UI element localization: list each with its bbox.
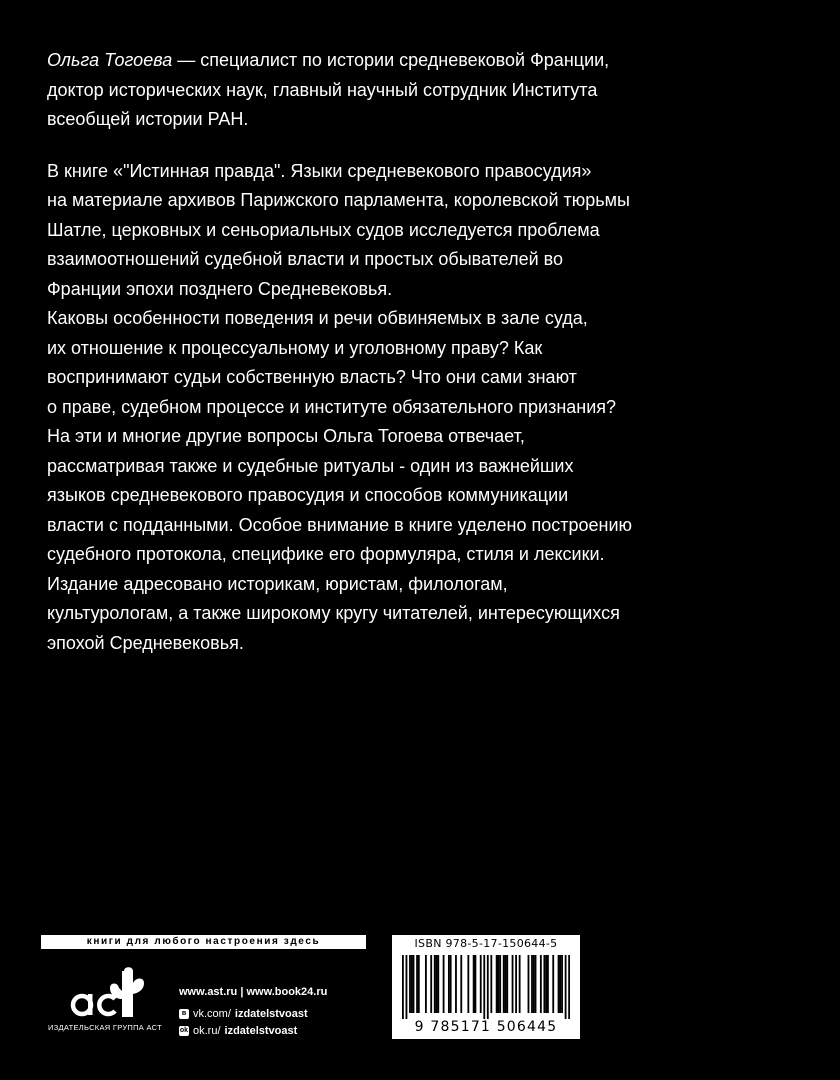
barcode-bar	[448, 955, 450, 1013]
bio-line: доктор исторических наук, главный научный сотрудник Института	[47, 79, 598, 100]
description-line: о праве, судебном процессе и институте обязательного признания?	[47, 396, 617, 417]
description-line: рассматривая также и судебные ритуалы - один из важнейших	[47, 455, 574, 476]
barcode-bar	[467, 955, 469, 1013]
barcode-bar	[460, 955, 462, 1013]
description-line: на материале архивов Парижского парламента, королевской тюрьмы	[47, 190, 630, 210]
ok-handle: izdatelstvoast	[224, 1025, 298, 1037]
barcode-bar	[559, 955, 561, 1013]
barcode-bar	[413, 955, 415, 1013]
barcode-bar	[406, 955, 408, 1019]
publisher-name: ИЗДАТЕЛЬСКАЯ ГРУППА АСТ	[48, 1023, 162, 1032]
ean-digits: 9 785171 506445	[414, 1019, 558, 1035]
barcode-bar	[565, 955, 567, 1019]
author-bio	[47, 46, 647, 135]
description-line: Франции эпохи позднего Средневековья.	[47, 278, 393, 299]
barcode-bar	[497, 955, 499, 1013]
barcode-bar	[480, 955, 482, 1013]
barcode-bar	[512, 955, 514, 1013]
barcode-bar	[473, 955, 475, 1013]
vk-link[interactable]	[179, 1007, 327, 1021]
ast-logo-icon	[38, 963, 168, 1027]
book-description	[47, 157, 647, 659]
description-line: взаимоотношений судебной власти и простых обывателей во	[47, 249, 564, 269]
barcode-bar	[561, 955, 563, 1013]
barcode-bar	[425, 955, 427, 1013]
barcode-bar	[506, 955, 508, 1013]
barcode-bar	[443, 955, 445, 1013]
barcode-bar	[450, 955, 452, 1013]
barcode-bar	[487, 955, 489, 1019]
barcode-bar	[490, 955, 492, 1013]
bio-line-text: — специалист по истории средневековой Франции,	[172, 50, 610, 70]
back-cover-annotation	[47, 46, 647, 658]
barcode-bar	[540, 955, 542, 1013]
barcode-bar	[547, 955, 549, 1013]
barcode-bar	[437, 955, 439, 1013]
bio-line	[47, 46, 647, 76]
vk-icon: в	[179, 1009, 189, 1019]
websites-link[interactable]: www.ast.ru | www.book24.ru	[179, 986, 328, 998]
description-line: В книге «"Истинная правда". Языки средневекового правосудия»	[47, 160, 592, 181]
barcode-bar	[558, 955, 560, 1013]
barcode-bar	[552, 955, 554, 1013]
description-line: их отношение к процессуальному и уголовному праву? Как	[47, 337, 543, 358]
barcode-bar	[545, 955, 547, 1013]
description-line: судебного протокола, специфике его формуляра, стиля и лексики.	[47, 544, 605, 564]
barcode-bar	[434, 955, 436, 1013]
ok-prefix: ok.ru/	[193, 1025, 221, 1037]
barcode-bar	[402, 955, 404, 1019]
ok-icon: ok	[179, 1027, 189, 1034]
description-line: языков средневекового правосудия и способов коммуникации	[47, 485, 569, 505]
publisher-links	[179, 985, 327, 1041]
barcode-bar	[483, 955, 485, 1019]
barcode-bar	[515, 955, 517, 1013]
ok-link[interactable]	[179, 1024, 327, 1038]
description-line: На эти и многие другие вопросы Ольга Тогоева отвечает,	[47, 426, 525, 446]
description-line: Каковы особенности поведения и речи обвиняемых в зале суда,	[47, 308, 588, 328]
barcode-bar	[496, 955, 498, 1013]
description-line: культурологам, а также широкому кругу читателей, интересующихся	[47, 603, 620, 623]
description-line: эпохой Средневековья.	[47, 632, 244, 653]
barcode-bar	[499, 955, 501, 1013]
barcode-bar	[409, 955, 411, 1013]
barcode-bar	[411, 955, 413, 1013]
barcode-bars	[402, 955, 570, 1019]
barcode-bar	[533, 955, 535, 1013]
barcode-bar	[475, 955, 477, 1013]
barcode-bar	[535, 955, 537, 1013]
barcode-bar	[568, 955, 570, 1019]
barcode-bar	[528, 955, 530, 1013]
author-name: Ольга Тогоева	[47, 50, 173, 70]
barcode-bar	[436, 955, 438, 1013]
barcode-bar	[531, 955, 533, 1013]
barcode-bar	[418, 955, 420, 1013]
barcode-bar	[543, 955, 545, 1013]
isbn-number: ISBN 978-5-17-150644-5	[414, 937, 558, 950]
barcode-bar	[416, 955, 418, 1013]
description-line: Издание адресовано историкам, юристам, филологам,	[47, 573, 508, 594]
tagline-banner: книги для любого настроения здесь	[41, 935, 366, 949]
description-line: воспринимают судьи собственную власть? Что они сами знают	[47, 367, 577, 387]
barcode-bar	[430, 955, 432, 1013]
barcode-bar	[519, 955, 521, 1013]
barcode-bar	[505, 955, 507, 1013]
vk-handle: izdatelstvoast	[234, 1008, 308, 1020]
barcode-bar	[503, 955, 505, 1013]
vk-prefix: vk.com/	[193, 1008, 231, 1020]
description-line: власти с подданными. Особое внимание в книге уделено построению	[47, 514, 633, 535]
bio-line: всеобщей истории РАН.	[47, 109, 249, 129]
barcode-bar	[455, 955, 457, 1013]
isbn-barcode	[392, 935, 580, 1039]
description-line: Шатле, церковных и сеньориальных судов исследуется проблема	[47, 219, 600, 240]
